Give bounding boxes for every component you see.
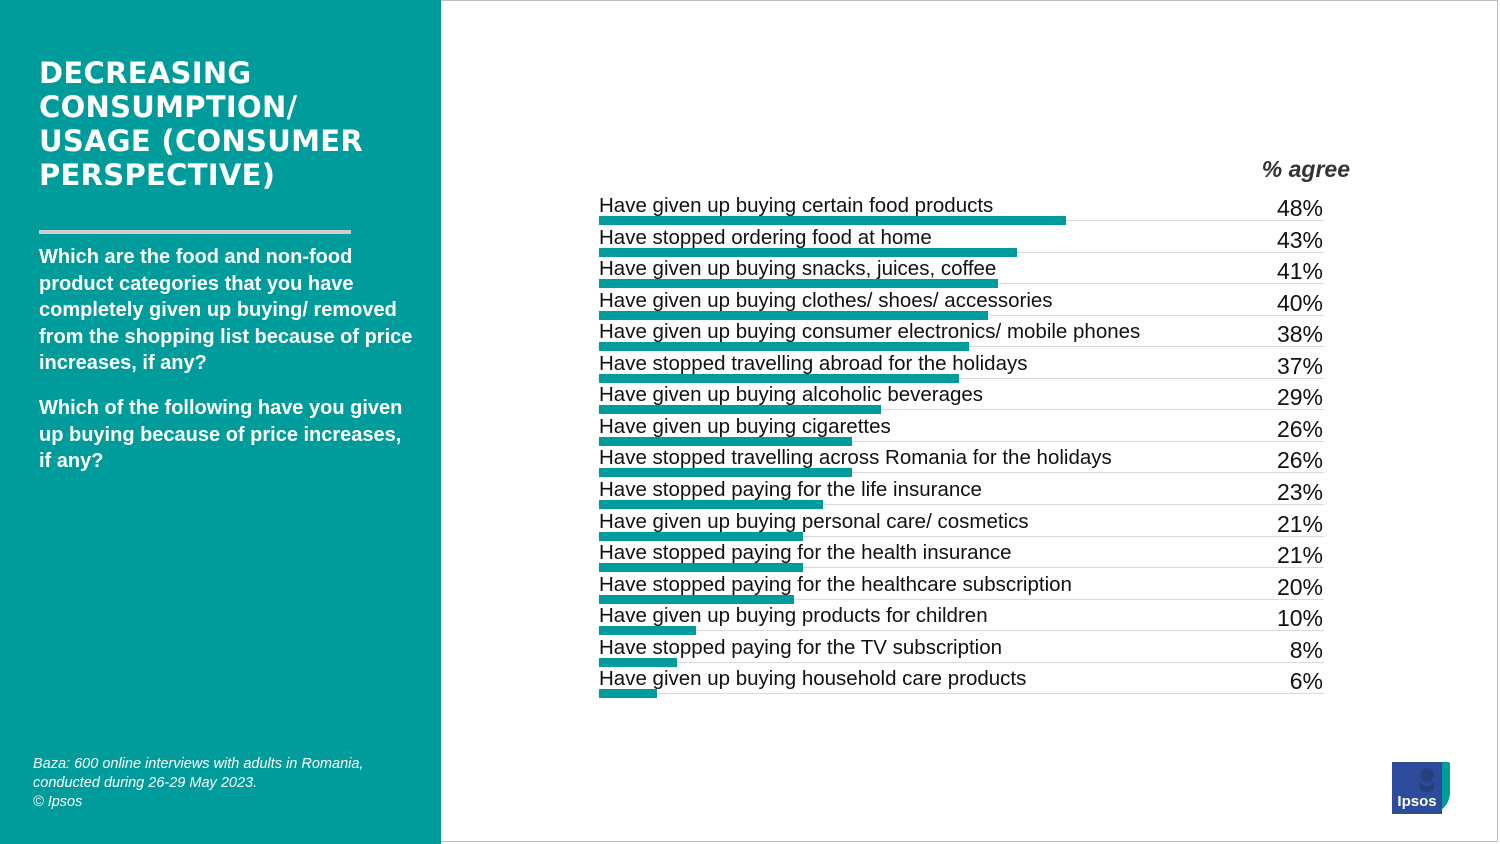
- value-label: 20%: [1276, 573, 1323, 600]
- chart-row: [598, 635, 1324, 667]
- source-line-2: conducted during 26-29 May 2023.: [33, 775, 258, 791]
- chart-row: [598, 414, 1324, 446]
- category-label: Have stopped travelling across Romania for the holidays: [599, 446, 1112, 470]
- category-label: Have given up buying household care products: [599, 667, 1027, 691]
- value-label: 41%: [1276, 258, 1323, 285]
- source-note: [33, 755, 433, 812]
- chart-row: [598, 288, 1324, 320]
- question-text-1: Which are the food and non-food product categories that you have completely given up buying/ removed from the shopping list because of price increases, if any?: [39, 246, 413, 374]
- slide-title: DECREASING CONSUMPTION/ USAGE (CONSUMER PERSPECTIVE): [39, 56, 363, 192]
- chart-header: % agree: [1261, 156, 1350, 182]
- value-label: 23%: [1276, 478, 1323, 505]
- category-label: Have stopped paying for the life insurance: [599, 477, 982, 501]
- title-divider: [39, 230, 351, 234]
- value-label: 21%: [1276, 542, 1323, 569]
- ipsos-logo: [1390, 760, 1452, 816]
- chart-row: [598, 603, 1324, 635]
- value-label: 26%: [1276, 447, 1323, 474]
- row-divider: [598, 630, 1324, 631]
- chart-row: [598, 351, 1324, 383]
- value-label: 48%: [1276, 195, 1323, 221]
- category-label: Have given up buying snacks, juices, coffee: [599, 257, 997, 281]
- value-label: 37%: [1276, 352, 1323, 379]
- chart-row: [598, 319, 1324, 351]
- value-label: 29%: [1276, 384, 1323, 411]
- bar-chart: [598, 150, 1358, 710]
- category-label: Have given up buying alcoholic beverages: [599, 383, 984, 407]
- logo-text: Ipsos: [1397, 793, 1437, 810]
- chart-row: [598, 445, 1324, 477]
- chart-row: [598, 193, 1324, 225]
- sidebar-panel: [0, 0, 441, 844]
- category-label: Have given up buying certain food products: [599, 194, 994, 217]
- category-label: Have given up buying products for children: [599, 604, 988, 628]
- category-label: Have stopped paying for the TV subscription: [599, 635, 1003, 659]
- chart-row: [598, 382, 1324, 414]
- value-label: 43%: [1276, 226, 1323, 253]
- question-text-2: Which of the following have you given up buying because of price increases, if any?: [39, 397, 403, 472]
- value-label: 26%: [1276, 415, 1323, 442]
- chart-row: [598, 256, 1324, 288]
- row-divider: [598, 662, 1324, 663]
- category-label: Have stopped travelling abroad for the holidays: [599, 351, 1028, 375]
- chart-row: [598, 477, 1324, 509]
- value-label: 8%: [1289, 636, 1323, 663]
- source-line-1: Baza: 600 online interviews with adults in Romania,: [33, 756, 364, 772]
- value-label: 38%: [1276, 321, 1323, 348]
- chart-row: [598, 225, 1324, 257]
- chart-row: [598, 572, 1324, 604]
- value-label: 21%: [1276, 510, 1323, 537]
- row-divider: [598, 693, 1324, 694]
- category-label: Have given up buying personal care/ cosmetics: [599, 509, 1029, 533]
- ipsos-logo-icon: [1390, 760, 1452, 816]
- value-label: 6%: [1289, 668, 1323, 695]
- chart-row: [598, 666, 1324, 698]
- source-line-3: © Ipsos: [33, 794, 83, 810]
- category-label: Have given up buying clothes/ shoes/ accessories: [599, 288, 1053, 312]
- value-label: 40%: [1276, 289, 1323, 316]
- category-label: Have stopped paying for the health insurance: [599, 541, 1012, 565]
- chart-row: [598, 509, 1324, 541]
- category-label: Have given up buying cigarettes: [599, 414, 891, 438]
- value-label: 10%: [1276, 605, 1323, 632]
- category-label: Have stopped ordering food at home: [599, 225, 932, 249]
- category-label: Have given up buying consumer electronics/ mobile phones: [599, 320, 1141, 344]
- chart-row: [598, 540, 1324, 572]
- category-label: Have stopped paying for the healthcare subscription: [599, 572, 1072, 596]
